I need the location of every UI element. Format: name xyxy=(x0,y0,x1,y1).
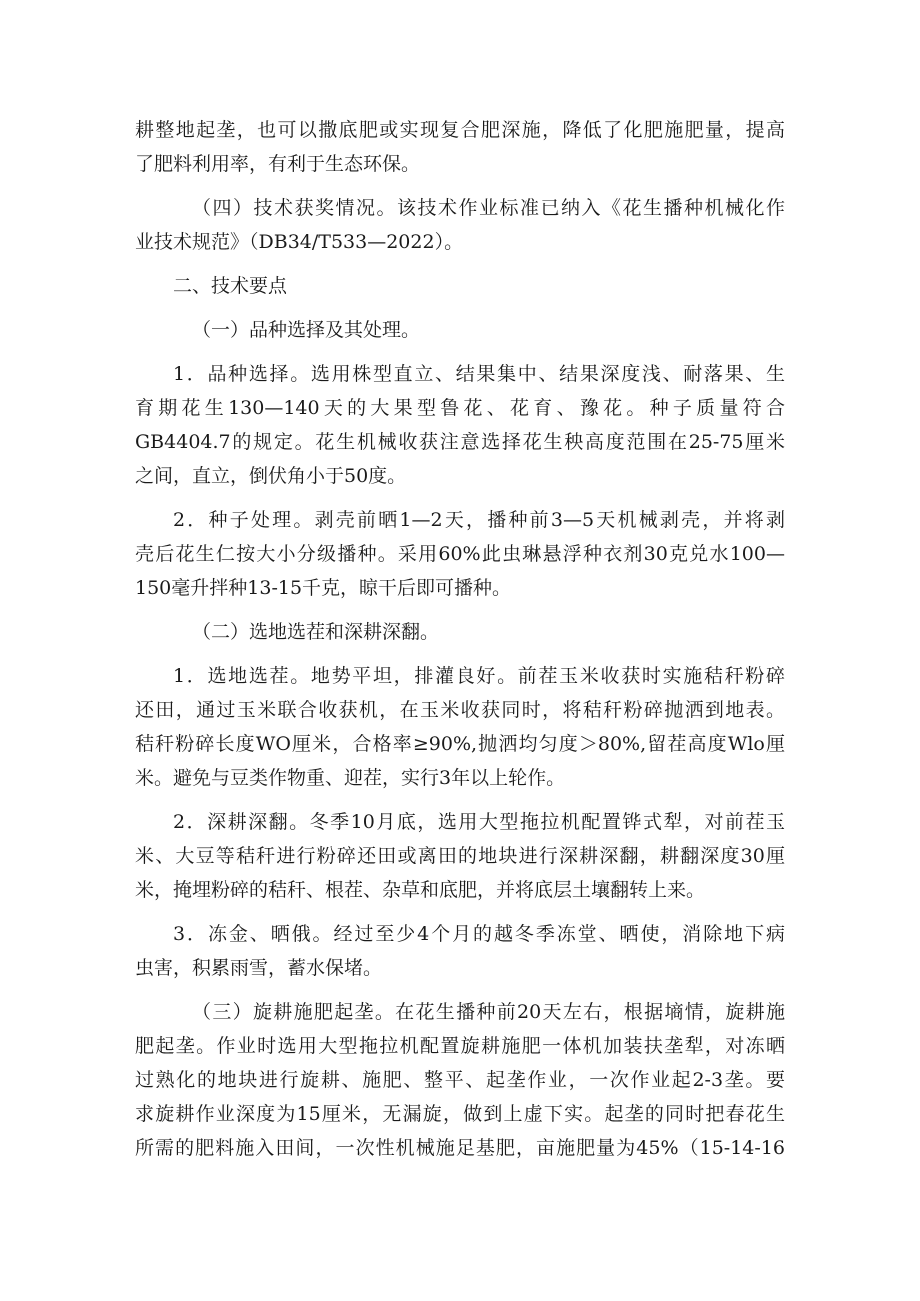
paragraph-gap xyxy=(135,649,785,659)
paragraph xyxy=(135,805,785,907)
text-line: 虫害，积累雨雪，蓄水保堵。 xyxy=(135,957,383,979)
text-line: 了肥料利用率，有利于生态环保。 xyxy=(135,153,421,175)
paragraph-gap xyxy=(135,985,785,995)
text-line: 秸秆粉碎长度WO厘米，合格率≥90%,抛洒均匀度＞80%,留茬高度Wlo厘 xyxy=(135,733,785,755)
text-line: 壳后花生仁按大小分级播种。采用60%此虫琳悬浮种衣剂30克兑水100— xyxy=(135,543,785,565)
text-line: 1．选地选茬。地势平坦，排灌良好。前茬玉米收获时实施秸秆粉碎 xyxy=(173,665,785,687)
text-line: 过熟化的地块进行旋耕、施肥、整平、起垄作业，一次作业起2-3垄。要 xyxy=(135,1069,785,1091)
paragraph-gap xyxy=(135,605,785,615)
text-line: 2．深耕深翻。冬季10月底，选用大型拖拉机配置铧式犁，对前茬玉 xyxy=(173,811,785,833)
text-line: 之间，直立，倒伏角小于50度。 xyxy=(135,465,407,487)
paragraph-gap xyxy=(135,181,785,191)
text-line: 业技术规范》（DB34/T533—2022）。 xyxy=(135,231,464,253)
text-line: （一）品种选择及其处理。 xyxy=(192,319,421,341)
text-line: 求旋耕作业深度为15厘米，无漏旋，做到上虚下实。起垄的同时把春花生 xyxy=(135,1103,785,1125)
paragraph xyxy=(135,917,785,985)
text-line: 肥起垄。作业时选用大型拖拉机配置旋耕施肥一体机加装扶垄犁，对冻晒 xyxy=(135,1035,785,1057)
paragraph xyxy=(135,269,785,303)
paragraph-gap xyxy=(135,347,785,357)
text-line: 还田，通过玉米联合收获机，在玉米收获同时，将秸秆粉碎抛洒到地表。 xyxy=(135,699,785,721)
text-line: 150毫升拌种13-15千克，晾干后即可播种。 xyxy=(135,577,512,599)
text-line: （四）技术获奖情况。该技术作业标准已纳入《花生播种机械化作 xyxy=(192,197,785,219)
text-line: 耕整地起垄，也可以撒底肥或实现复合肥深施，降低了化肥施肥量，提高 xyxy=(135,119,785,141)
text-line: 3．冻金、晒俄。经过至少4个月的越冬季冻堂、晒使，消除地下病 xyxy=(173,923,785,945)
paragraph xyxy=(135,615,785,649)
document-page xyxy=(135,113,785,1165)
text-line: 米、大豆等秸秆进行粉碎还田或离田的地块进行深耕深翻，耕翻深度30厘 xyxy=(135,845,785,867)
paragraph xyxy=(135,113,785,181)
text-line: （二）选地选茬和深耕深翻。 xyxy=(192,621,440,643)
text-line: 二、技术要点 xyxy=(173,275,288,297)
paragraph xyxy=(135,357,785,493)
paragraph xyxy=(135,659,785,795)
paragraph xyxy=(135,191,785,259)
paragraph xyxy=(135,503,785,605)
paragraph xyxy=(135,995,785,1165)
text-line: 2．种子处理。剥壳前晒1—2天，播种前3—5天机械剥壳，并将剥 xyxy=(173,509,785,531)
text-line: 育期花生130—140天的大果型鲁花、花育、豫花。种子质量符合 xyxy=(135,397,785,419)
text-line: 所需的肥料施入田间，一次性机械施足基肥，亩施肥量为45%（15-14-16 xyxy=(135,1137,785,1159)
paragraph-gap xyxy=(135,259,785,269)
paragraph-gap xyxy=(135,907,785,917)
text-line: 米。避免与豆类作物重、迎茬，实行3年以上轮作。 xyxy=(135,767,566,789)
text-line: 1．品种选择。选用株型直立、结果集中、结果深度浅、耐落果、生 xyxy=(173,363,785,385)
paragraph xyxy=(135,313,785,347)
text-line: GB4404.7的规定。花生机械收获注意选择花生秧高度范围在25-75厘米 xyxy=(135,431,785,453)
paragraph-gap xyxy=(135,493,785,503)
text-line: （三）旋耕施肥起垄。在花生播种前20天左右，根据墒情，旋耕施 xyxy=(192,1001,785,1023)
paragraph-gap xyxy=(135,795,785,805)
paragraph-gap xyxy=(135,303,785,313)
text-line: 米，掩埋粉碎的秸秆、根茬、杂草和底肥，并将底层土壤翻转上来。 xyxy=(135,879,706,901)
